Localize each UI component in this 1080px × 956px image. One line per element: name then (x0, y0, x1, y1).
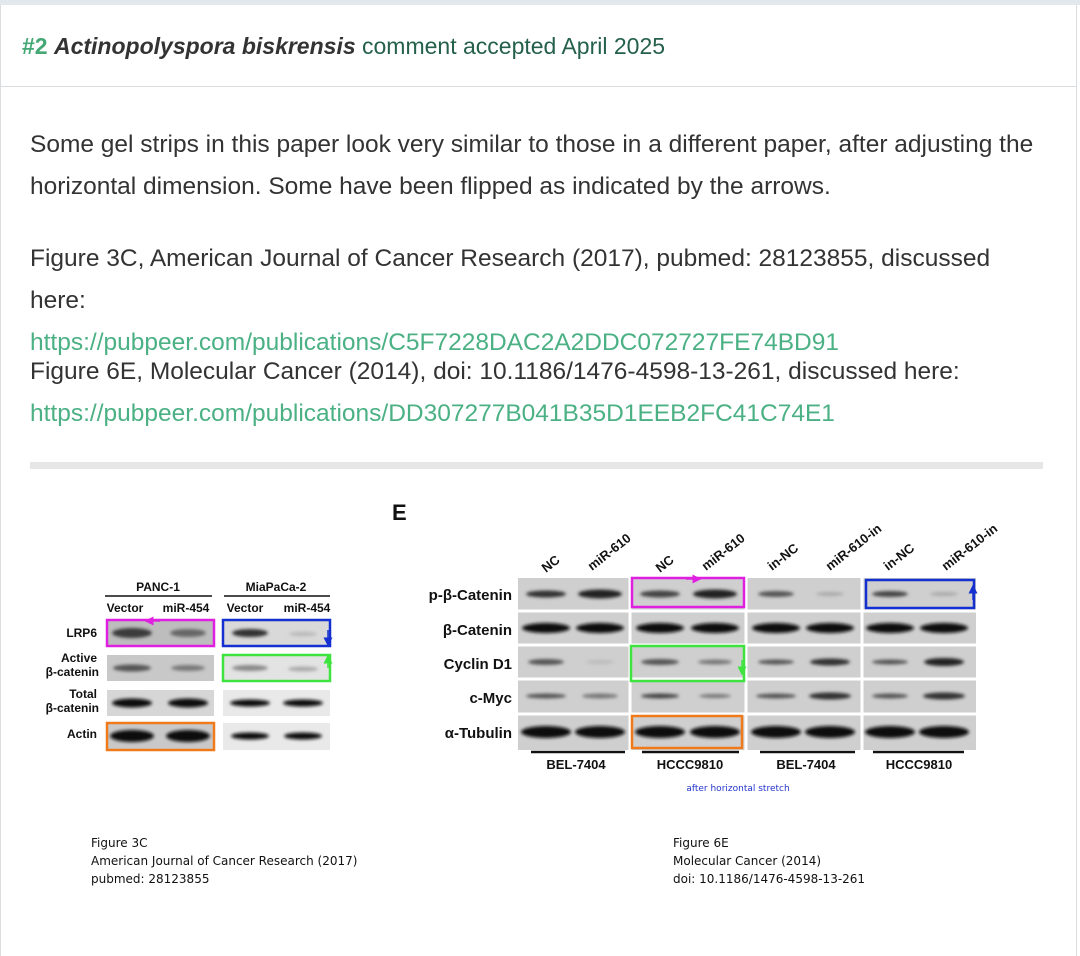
panel-letter: E (392, 500, 407, 525)
comment-paragraph-1 (30, 124, 1050, 208)
caption-figure-3c (91, 834, 357, 888)
pubpeer-link-2[interactable]: https://pubpeer.com/publications/DD307277B041B35D1EEB2FC41C74E1 (30, 400, 835, 427)
comment-header (0, 5, 1077, 87)
caption-line: pubmed: 28123855 (91, 872, 210, 886)
lane-label: miR-454 (162, 601, 210, 615)
lane-label: miR-610 (698, 530, 748, 574)
row-label: LRP6 (66, 626, 97, 640)
comment-title (22, 33, 665, 60)
caption-figure-6e (673, 834, 865, 888)
lane-label: Vector (226, 601, 264, 615)
group-label: HCCC9810 (656, 757, 724, 772)
group-label: BEL-7404 (776, 757, 836, 772)
paragraph-text: Figure 6E, Molecular Cancer (2014), doi: 10.1186/1476-4598-13-261, discussed here: (30, 358, 960, 385)
comment-author[interactable]: Actinopolyspora biskrensis (53, 33, 356, 59)
group-label-miapaca2: MiaPaCa-2 (245, 580, 307, 594)
caption-line: doi: 10.1186/1476-4598-13-261 (673, 872, 866, 886)
comparison-image[interactable] (0, 470, 1080, 956)
row-label: β-catenin (45, 665, 99, 679)
row-label: Actin (67, 727, 97, 741)
comment-paragraph-2 (30, 238, 1050, 364)
comment-paragraph-3 (30, 351, 1050, 435)
paragraph-text: Some gel strips in this paper look very similar to those in a different paper, after adjusting the horizontal dimension. Some have been flipped as indicated by the arrows. (30, 131, 1034, 200)
lane-label: miR-610 (584, 530, 634, 574)
row-label: Active (60, 651, 97, 665)
lane-label: Vector (106, 601, 144, 615)
figure-6e-blots (518, 578, 976, 750)
group-label: BEL-7404 (546, 757, 606, 772)
comment-status: comment accepted April 2025 (362, 33, 666, 59)
paragraph-text: Figure 3C, American Journal of Cancer Research (2017), pubmed: 28123855, discussed here: (30, 245, 991, 314)
caption-line: American Journal of Cancer Research (2017) (91, 854, 358, 868)
pubpeer-link-1[interactable]: https://pubpeer.com/publications/C5F7228DAC2A2DDC072727FE74BD91 (30, 329, 839, 356)
lane-label: miR-610-in (938, 520, 1001, 574)
row-label: α-Tubulin (444, 725, 512, 742)
lane-label: in-NC (880, 540, 918, 574)
row-label: Cyclin D1 (443, 656, 512, 673)
lane-label: NC (538, 551, 563, 576)
row-label: β-catenin (45, 701, 99, 715)
group-label-panc1: PANC-1 (136, 580, 180, 594)
group-label: HCCC9810 (885, 757, 953, 772)
caption-line: Molecular Cancer (2014) (673, 854, 822, 868)
lane-label: NC (652, 551, 677, 576)
lane-label: in-NC (764, 540, 802, 574)
figure-3c-blots (107, 620, 330, 750)
row-label: p-β-Catenin (428, 587, 512, 604)
image-divider (30, 462, 1043, 469)
caption-line: Figure 3C (91, 836, 148, 850)
row-label: Total (69, 687, 97, 701)
stretch-note: after horizontal stretch (686, 784, 790, 794)
row-label: β-Catenin (442, 622, 512, 639)
comment-number[interactable]: #2 (22, 33, 48, 59)
row-label: c-Myc (469, 690, 512, 707)
caption-line: Figure 6E (673, 836, 729, 850)
lane-label: miR-610-in (822, 520, 885, 574)
lane-label: miR-454 (283, 601, 331, 615)
